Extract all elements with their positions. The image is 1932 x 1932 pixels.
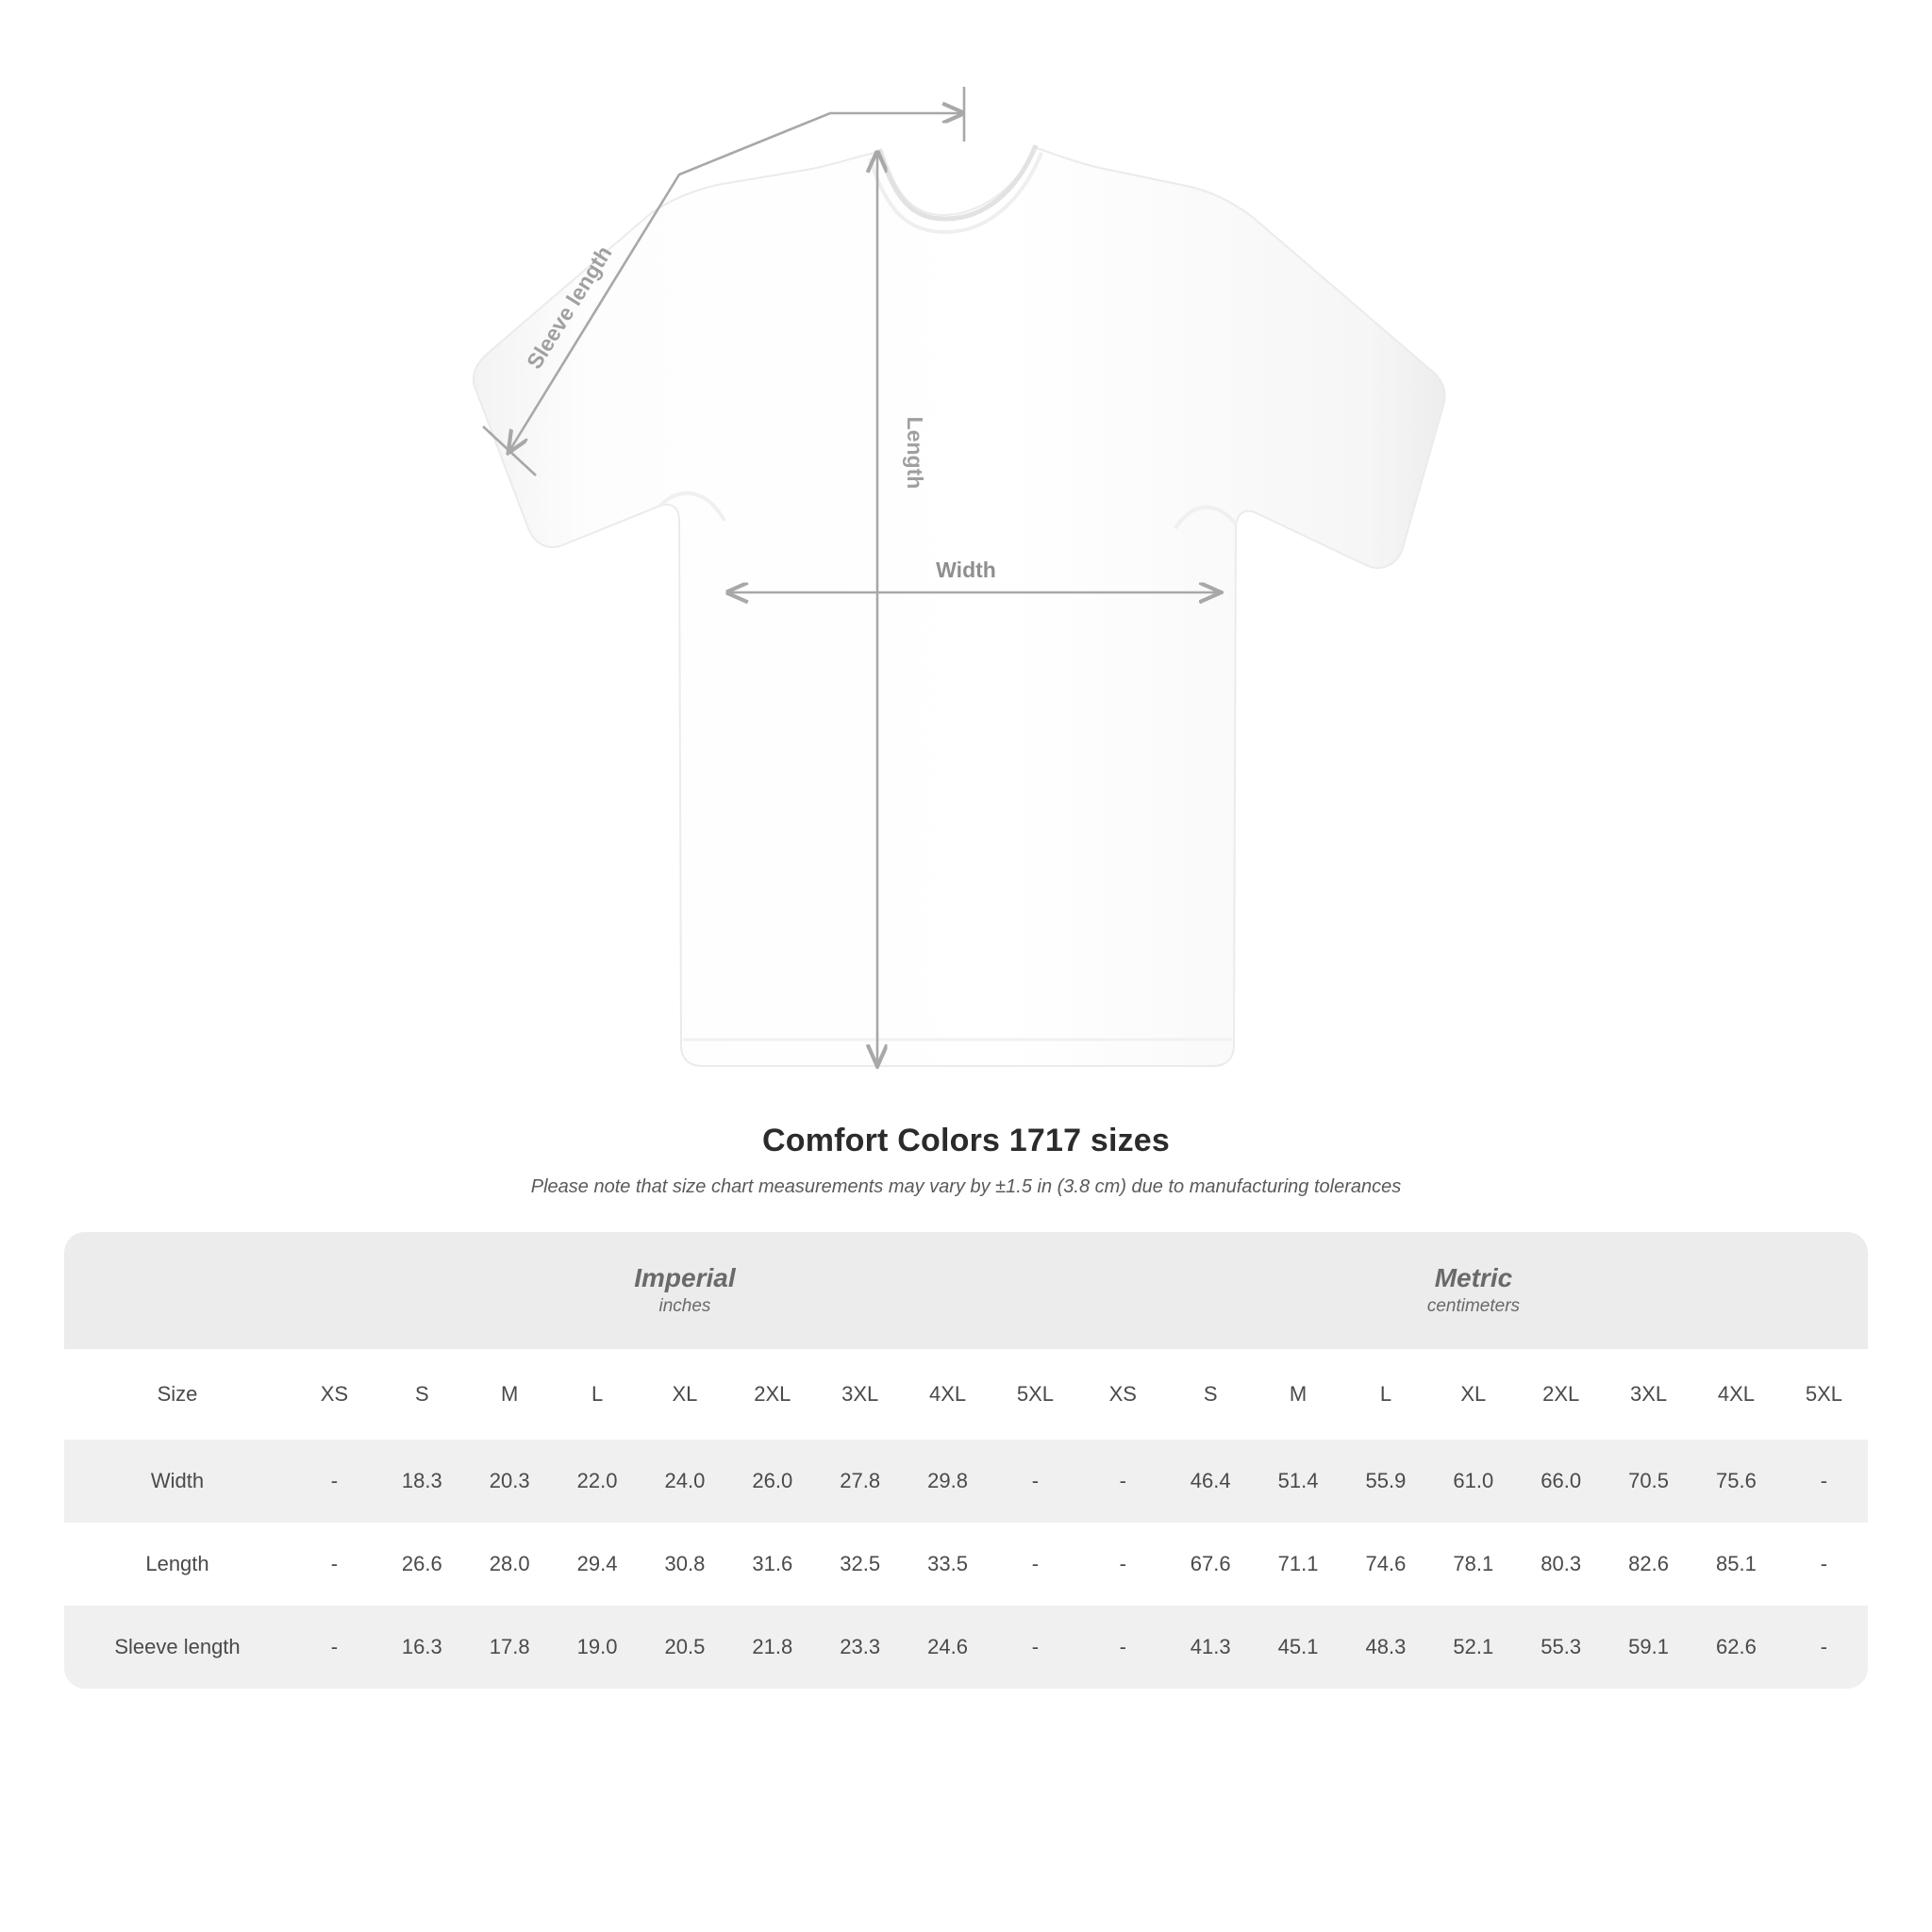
- size-header-imperial-m: M: [466, 1349, 554, 1440]
- cell-sleeve-metric-5xl: -: [1780, 1606, 1868, 1689]
- row-label-length: Length: [64, 1523, 291, 1606]
- cell-length-imperial-5xl: -: [991, 1523, 1079, 1606]
- size-table: [64, 1232, 1868, 1689]
- table-row: [64, 1440, 1868, 1523]
- width-label: Width: [936, 558, 996, 582]
- cell-width-imperial-3xl: 27.8: [816, 1440, 904, 1523]
- cell-width-imperial-xl: 24.0: [641, 1440, 729, 1523]
- cell-sleeve-metric-l: 48.3: [1342, 1606, 1430, 1689]
- unit-metric: [1079, 1232, 1868, 1349]
- unit-spacer: [64, 1232, 291, 1349]
- cell-sleeve-metric-m: 45.1: [1255, 1606, 1342, 1689]
- cell-length-imperial-l: 29.4: [554, 1523, 641, 1606]
- cell-width-metric-xs: -: [1079, 1440, 1167, 1523]
- cell-width-metric-2xl: 66.0: [1517, 1440, 1605, 1523]
- cell-length-imperial-4xl: 33.5: [904, 1523, 991, 1606]
- cell-width-imperial-m: 20.3: [466, 1440, 554, 1523]
- row-label-width: Width: [64, 1440, 291, 1523]
- table-row: [64, 1606, 1868, 1689]
- size-header-metric-5xl: 5XL: [1780, 1349, 1868, 1440]
- unit-imperial-name: Imperial: [634, 1263, 736, 1293]
- cell-sleeve-metric-3xl: 59.1: [1605, 1606, 1692, 1689]
- size-header-metric-3xl: 3XL: [1605, 1349, 1692, 1440]
- size-header-imperial-5xl: 5XL: [991, 1349, 1079, 1440]
- sleeve-length-label: Sleeve length: [521, 241, 617, 374]
- cell-sleeve-imperial-s: 16.3: [378, 1606, 466, 1689]
- cell-sleeve-imperial-xl: 20.5: [641, 1606, 729, 1689]
- size-header-metric-4xl: 4XL: [1692, 1349, 1780, 1440]
- cell-width-metric-l: 55.9: [1342, 1440, 1430, 1523]
- cell-length-metric-s: 67.6: [1167, 1523, 1255, 1606]
- size-header-imperial-2xl: 2XL: [728, 1349, 816, 1440]
- size-header-metric-xl: XL: [1429, 1349, 1517, 1440]
- cell-sleeve-imperial-5xl: -: [991, 1606, 1079, 1689]
- cell-length-imperial-xl: 30.8: [641, 1523, 729, 1606]
- unit-metric-name: Metric: [1434, 1263, 1513, 1293]
- tshirt-shape: [474, 145, 1445, 1066]
- unit-metric-sub: centimeters: [1426, 1296, 1521, 1317]
- unit-header-row: [64, 1232, 1868, 1349]
- cell-length-imperial-2xl: 31.6: [728, 1523, 816, 1606]
- size-header-metric-l: L: [1342, 1349, 1430, 1440]
- cell-length-metric-xl: 78.1: [1429, 1523, 1517, 1606]
- size-header-metric-xs: XS: [1079, 1349, 1167, 1440]
- cell-width-imperial-2xl: 26.0: [728, 1440, 816, 1523]
- size-header-imperial-xs: XS: [291, 1349, 378, 1440]
- cell-width-imperial-s: 18.3: [378, 1440, 466, 1523]
- cell-sleeve-metric-2xl: 55.3: [1517, 1606, 1605, 1689]
- length-label: Length: [903, 416, 927, 490]
- cell-width-imperial-xs: -: [291, 1440, 378, 1523]
- cell-width-metric-3xl: 70.5: [1605, 1440, 1692, 1523]
- cell-width-imperial-l: 22.0: [554, 1440, 641, 1523]
- size-header-metric-m: M: [1255, 1349, 1342, 1440]
- cell-sleeve-imperial-m: 17.8: [466, 1606, 554, 1689]
- cell-width-metric-5xl: -: [1780, 1440, 1868, 1523]
- size-header-imperial-l: L: [554, 1349, 641, 1440]
- cell-sleeve-imperial-4xl: 24.6: [904, 1606, 991, 1689]
- cell-length-metric-4xl: 85.1: [1692, 1523, 1780, 1606]
- cell-sleeve-metric-s: 41.3: [1167, 1606, 1255, 1689]
- cell-sleeve-imperial-2xl: 21.8: [728, 1606, 816, 1689]
- cell-length-imperial-xs: -: [291, 1523, 378, 1606]
- cell-width-imperial-5xl: -: [991, 1440, 1079, 1523]
- size-header-imperial-3xl: 3XL: [816, 1349, 904, 1440]
- row-label-sleeve-length: Sleeve length: [64, 1606, 291, 1689]
- tolerance-note: Please note that size chart measurements may vary by ±1.5 in (3.8 cm) due to manufacturing tolerances: [530, 1176, 1402, 1197]
- size-header-imperial-xl: XL: [641, 1349, 729, 1440]
- cell-length-imperial-m: 28.0: [466, 1523, 554, 1606]
- cell-sleeve-imperial-3xl: 23.3: [816, 1606, 904, 1689]
- cell-width-imperial-4xl: 29.8: [904, 1440, 991, 1523]
- chart-header: [0, 1123, 1932, 1198]
- unit-imperial: [291, 1232, 1079, 1349]
- cell-width-metric-s: 46.4: [1167, 1440, 1255, 1523]
- cell-length-metric-2xl: 80.3: [1517, 1523, 1605, 1606]
- size-header-imperial-4xl: 4XL: [904, 1349, 991, 1440]
- size-table-container: [64, 1232, 1868, 1689]
- table-row: [64, 1523, 1868, 1606]
- cell-width-metric-4xl: 75.6: [1692, 1440, 1780, 1523]
- cell-length-metric-5xl: -: [1780, 1523, 1868, 1606]
- cell-sleeve-metric-xs: -: [1079, 1606, 1167, 1689]
- cell-sleeve-imperial-xs: -: [291, 1606, 378, 1689]
- size-header-label: Size: [64, 1349, 291, 1440]
- page-title: Comfort Colors 1717 sizes: [761, 1123, 1171, 1158]
- size-header-metric-2xl: 2XL: [1517, 1349, 1605, 1440]
- cell-length-imperial-s: 26.6: [378, 1523, 466, 1606]
- cell-width-metric-m: 51.4: [1255, 1440, 1342, 1523]
- cell-sleeve-imperial-l: 19.0: [554, 1606, 641, 1689]
- cell-sleeve-metric-4xl: 62.6: [1692, 1606, 1780, 1689]
- cell-width-metric-xl: 61.0: [1429, 1440, 1517, 1523]
- cell-length-metric-l: 74.6: [1342, 1523, 1430, 1606]
- cell-length-metric-3xl: 82.6: [1605, 1523, 1692, 1606]
- cell-length-imperial-3xl: 32.5: [816, 1523, 904, 1606]
- size-header-imperial-s: S: [378, 1349, 466, 1440]
- cell-sleeve-metric-xl: 52.1: [1429, 1606, 1517, 1689]
- cell-length-metric-m: 71.1: [1255, 1523, 1342, 1606]
- size-header-metric-s: S: [1167, 1349, 1255, 1440]
- unit-imperial-sub: inches: [658, 1296, 711, 1317]
- size-header-row: [64, 1349, 1868, 1440]
- cell-length-metric-xs: -: [1079, 1523, 1167, 1606]
